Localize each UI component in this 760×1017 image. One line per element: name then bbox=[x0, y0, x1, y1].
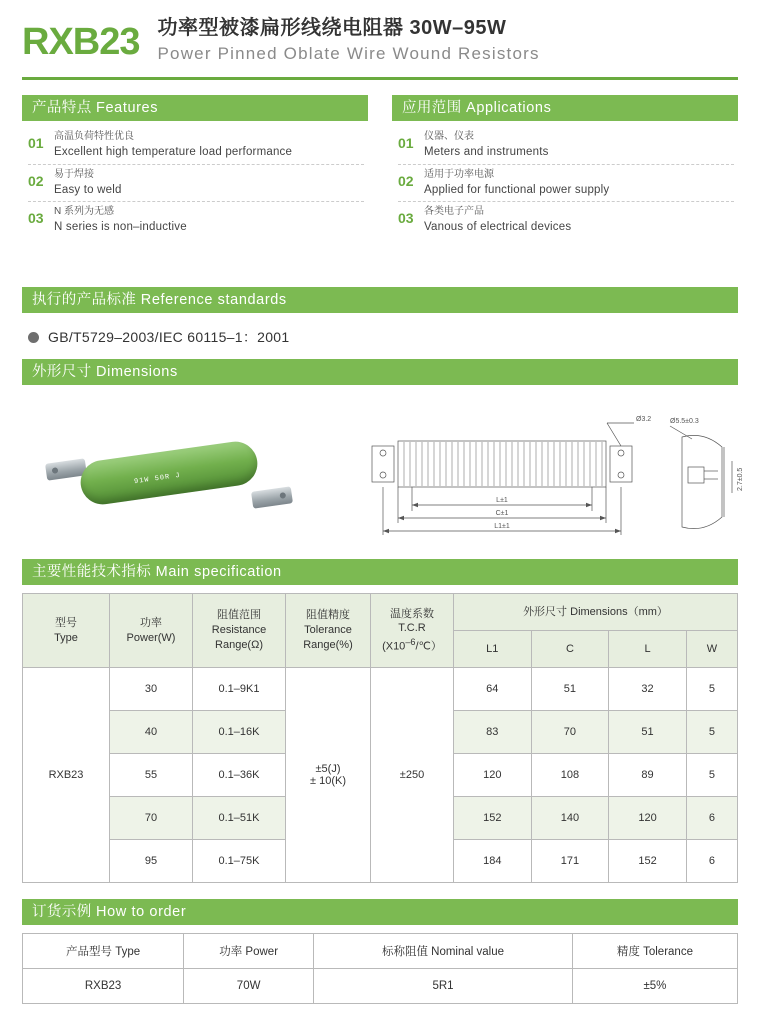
dim-wire-label: Ø5.5±0.3 bbox=[670, 418, 699, 426]
header-text-block bbox=[140, 16, 540, 67]
item-text bbox=[424, 205, 734, 236]
th-tcr-exponent: –6 bbox=[405, 637, 416, 648]
item-number: 03 bbox=[398, 210, 414, 227]
cell-l1: 64 bbox=[454, 668, 532, 711]
cell-l1: 120 bbox=[454, 754, 532, 797]
table-row bbox=[23, 668, 738, 711]
th-power-cn: 功率 bbox=[140, 616, 162, 629]
th-tcr-en: T.C.R bbox=[398, 622, 426, 635]
cell-tolerance-j: ±5(J) bbox=[315, 763, 341, 776]
standards-bar-en: Reference standards bbox=[140, 292, 287, 309]
dim-thickness-label: 2.7±0.5 bbox=[737, 467, 744, 492]
cell-order-power: 70W bbox=[184, 969, 314, 1004]
table-row bbox=[23, 969, 738, 1004]
technical-drawing bbox=[352, 401, 752, 561]
resistor-right-terminal bbox=[251, 486, 293, 508]
cell-power: 95 bbox=[110, 840, 193, 883]
specification-table-head bbox=[23, 594, 738, 668]
th-l1: L1 bbox=[454, 631, 532, 668]
th-tol-en1: Tolerance bbox=[304, 624, 352, 637]
cell-tcr: ±250 bbox=[371, 668, 454, 883]
dimension-drawing-svg bbox=[352, 401, 752, 556]
cell-c: 70 bbox=[531, 711, 609, 754]
item-text-cn: 易于焊接 bbox=[54, 168, 94, 180]
item-text-en: Easy to weld bbox=[54, 183, 122, 196]
th-dimensions-group bbox=[454, 594, 738, 631]
th-order-nominal: 标称阻值 Nominal value bbox=[314, 934, 573, 969]
cell-w: 6 bbox=[686, 797, 737, 840]
th-w: W bbox=[686, 631, 737, 668]
th-l: L bbox=[609, 631, 687, 668]
order-table-body bbox=[23, 969, 738, 1004]
applications-bar-en: Applications bbox=[466, 100, 552, 117]
spacer bbox=[22, 239, 738, 287]
standards-section-bar bbox=[22, 287, 738, 313]
cell-l1: 184 bbox=[454, 840, 532, 883]
list-item bbox=[398, 202, 734, 239]
cell-c: 108 bbox=[531, 754, 609, 797]
applications-column bbox=[392, 94, 738, 239]
page-header bbox=[22, 0, 738, 73]
header-title-en: Power Pinned Oblate Wire Wound Resistors bbox=[157, 44, 540, 63]
cell-power: 70 bbox=[110, 797, 193, 840]
th-tcr-unit bbox=[373, 636, 451, 655]
specification-section-bar bbox=[22, 559, 738, 585]
order-bar-cn: 订货示例 bbox=[32, 904, 92, 921]
cell-resistance: 0.1–16K bbox=[193, 711, 286, 754]
item-number: 02 bbox=[398, 172, 414, 189]
table-header-row bbox=[23, 934, 738, 969]
specification-bar-cn: 主要性能技术指标 bbox=[32, 564, 152, 581]
item-text-en: Applied for functional power supply bbox=[424, 183, 610, 196]
order-section-bar bbox=[22, 899, 738, 925]
features-section-bar bbox=[22, 95, 368, 121]
th-tcr-cn: 温度系数 bbox=[390, 607, 434, 620]
cell-resistance: 0.1–51K bbox=[193, 797, 286, 840]
resistor-photo bbox=[38, 419, 308, 524]
th-tol-cn: 阻值精度 bbox=[306, 609, 350, 622]
cell-resistance: 0.1–9K1 bbox=[193, 668, 286, 711]
item-text-cn: 高温负荷特性优良 bbox=[54, 131, 134, 143]
features-applications-row bbox=[22, 94, 738, 239]
applications-section-bar bbox=[392, 95, 738, 121]
item-text-cn: 各类电子产品 bbox=[424, 206, 484, 218]
item-text bbox=[54, 168, 364, 199]
th-c: C bbox=[531, 631, 609, 668]
specification-bar-en: Main specification bbox=[155, 564, 282, 581]
item-text-cn: 适用于功率电源 bbox=[424, 168, 494, 180]
dimensions-bar-cn: 外形尺寸 bbox=[32, 364, 92, 381]
th-resistance-range bbox=[193, 594, 286, 668]
specification-table-body bbox=[23, 668, 738, 883]
spacer bbox=[22, 883, 738, 899]
standards-bar-cn: 执行的产品标准 bbox=[32, 292, 137, 309]
order-table-head bbox=[23, 934, 738, 969]
features-bar-en: Features bbox=[96, 100, 159, 117]
th-tol-en2: Range(%) bbox=[303, 639, 353, 652]
cell-power: 40 bbox=[110, 711, 193, 754]
features-list bbox=[22, 121, 368, 239]
cell-power: 30 bbox=[110, 668, 193, 711]
th-dims-cn: 外形尺寸 bbox=[523, 605, 568, 618]
list-item bbox=[28, 127, 364, 165]
th-res-en1: Resistance bbox=[211, 624, 267, 637]
standards-line bbox=[22, 313, 738, 359]
item-text-cn: 仪器、仪表 bbox=[424, 131, 474, 143]
cell-c: 140 bbox=[531, 797, 609, 840]
item-text bbox=[54, 205, 364, 236]
th-type bbox=[23, 594, 110, 668]
item-text-cn: N 系列为无感 bbox=[54, 206, 114, 218]
th-res-en2: Range(Ω) bbox=[215, 639, 263, 652]
th-order-tolerance: 精度 Tolerance bbox=[572, 934, 737, 969]
cell-tolerance-k: ± 10(K) bbox=[310, 775, 346, 788]
dim-C-label: C±1 bbox=[495, 510, 509, 518]
th-power-en: Power(W) bbox=[126, 631, 176, 644]
th-tcr-unit-a: (X10 bbox=[382, 640, 406, 653]
product-model-title: RXB23 bbox=[22, 21, 140, 64]
cell-power: 55 bbox=[110, 754, 193, 797]
applications-bar-cn: 应用范围 bbox=[402, 100, 462, 117]
header-title-cn: 功率型被漆扁形线绕电阻器 30W–95W bbox=[157, 17, 507, 39]
item-text-en: Excellent high temperature load performance bbox=[54, 146, 293, 159]
item-text-en: Vanous of electrical devices bbox=[424, 221, 572, 234]
th-power bbox=[110, 594, 193, 668]
item-text bbox=[424, 130, 734, 161]
cell-c: 51 bbox=[531, 668, 609, 711]
cell-w: 5 bbox=[686, 754, 737, 797]
cell-w: 5 bbox=[686, 668, 737, 711]
cell-order-nominal: 5R1 bbox=[314, 969, 573, 1004]
item-text-en: Meters and instruments bbox=[424, 146, 549, 159]
th-res-cn: 阻值范围 bbox=[217, 609, 261, 622]
specification-table bbox=[22, 593, 738, 883]
cell-l: 32 bbox=[609, 668, 687, 711]
order-table bbox=[22, 933, 738, 1004]
th-tolerance-range bbox=[286, 594, 371, 668]
item-number: 02 bbox=[28, 172, 44, 189]
cell-l1: 152 bbox=[454, 797, 532, 840]
item-number: 03 bbox=[28, 210, 44, 227]
dimensions-drawing-area bbox=[22, 391, 744, 559]
cell-order-tolerance: ±5% bbox=[572, 969, 737, 1004]
cell-l1: 83 bbox=[454, 711, 532, 754]
item-text-en: N series is non–inductive bbox=[54, 221, 187, 234]
cell-order-type: RXB23 bbox=[23, 969, 184, 1004]
header-divider bbox=[22, 77, 738, 80]
standards-text: GB/T5729–2003/IEC 60115–1：2001 bbox=[48, 329, 290, 346]
dimensions-section-bar bbox=[22, 359, 738, 385]
th-dims-en: Dimensions（mm） bbox=[570, 605, 668, 618]
order-bar-en: How to order bbox=[96, 904, 187, 921]
features-bar-cn: 产品特点 bbox=[32, 100, 92, 117]
list-item bbox=[398, 165, 734, 203]
cell-l: 89 bbox=[609, 754, 687, 797]
cell-type: RXB23 bbox=[23, 668, 110, 883]
list-item bbox=[398, 127, 734, 165]
bullet-icon bbox=[28, 332, 39, 343]
cell-l: 152 bbox=[609, 840, 687, 883]
cell-w: 5 bbox=[686, 711, 737, 754]
th-tcr bbox=[371, 594, 454, 668]
list-item bbox=[28, 202, 364, 239]
th-type-en: Type bbox=[54, 631, 78, 644]
item-number: 01 bbox=[398, 135, 414, 152]
dim-L1-label: L1±1 bbox=[494, 523, 510, 531]
item-number: 01 bbox=[28, 135, 44, 152]
cell-c: 171 bbox=[531, 840, 609, 883]
cell-resistance: 0.1–36K bbox=[193, 754, 286, 797]
applications-list bbox=[392, 121, 738, 239]
th-order-power: 功率 Power bbox=[184, 934, 314, 969]
cell-tolerance bbox=[286, 668, 371, 883]
terminal-hole bbox=[279, 492, 286, 499]
dim-L-label: L±1 bbox=[496, 497, 508, 505]
cell-resistance: 0.1–75K bbox=[193, 840, 286, 883]
list-item bbox=[28, 165, 364, 203]
cell-l: 51 bbox=[609, 711, 687, 754]
table-header-row bbox=[23, 594, 738, 631]
th-tcr-unit-b: /℃） bbox=[415, 640, 442, 653]
th-type-cn: 型号 bbox=[55, 616, 77, 629]
cell-l: 120 bbox=[609, 797, 687, 840]
features-column bbox=[22, 94, 368, 239]
th-order-type: 产品型号 Type bbox=[23, 934, 184, 969]
dim-hole-label: Ø3.2 bbox=[636, 416, 652, 424]
dimensions-bar-en: Dimensions bbox=[96, 364, 178, 381]
item-text bbox=[424, 168, 734, 199]
item-text bbox=[54, 130, 364, 161]
cell-w: 6 bbox=[686, 840, 737, 883]
terminal-hole bbox=[52, 467, 59, 474]
resistor-marking-label: 91W 50R J bbox=[133, 471, 182, 487]
